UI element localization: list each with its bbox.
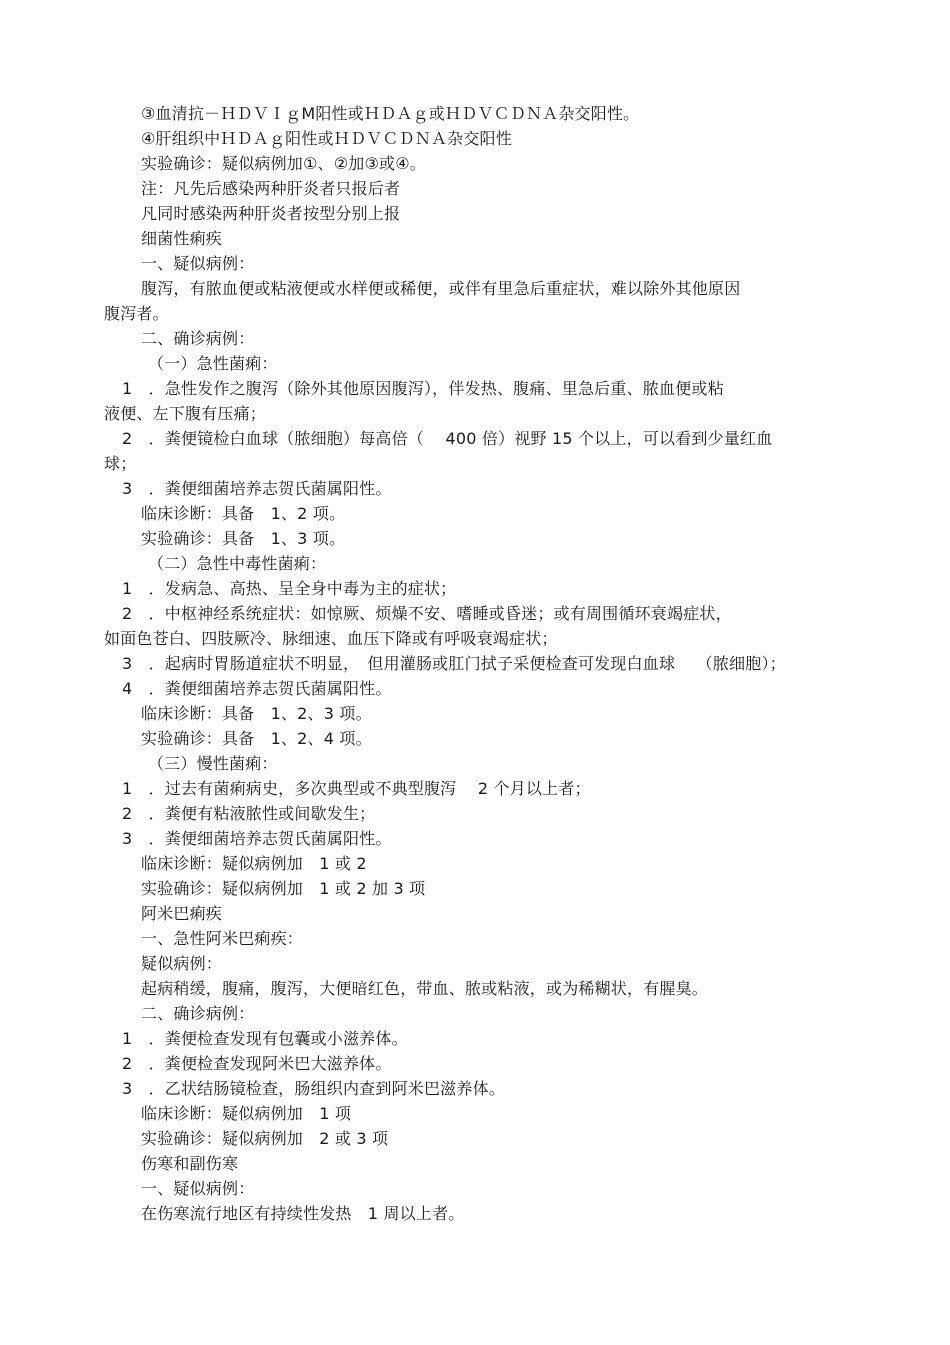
- text-line: 实验确诊：疑似病例加 1 或 2 加 3 项: [141, 879, 426, 898]
- section-heading: 伤寒和副伤寒: [141, 1154, 239, 1173]
- list-item: 2 ．粪便镜检白血球（脓细胞）每高倍（ 400 倍）视野 15 个以上，可以看到少量红血: [122, 429, 773, 448]
- list-item: 3 ．粪便细菌培养志贺氏菌属阳性。: [122, 829, 392, 848]
- text-line: 实验确诊：具备 1、2、4 项。: [141, 729, 372, 748]
- text-line: 液便、左下腹有压痛；: [104, 404, 267, 423]
- subsection-heading: （三）慢性菌痢：: [148, 754, 278, 773]
- section-heading: 细菌性痢疾: [141, 229, 223, 248]
- text-line: ④肝组织中ＨＤＡｇ阳性或ＨＤＶＣＤＮＡ杂交阳性: [141, 129, 512, 148]
- text-line: 球；: [104, 454, 137, 473]
- subsection-heading: 一、疑似病例：: [141, 254, 255, 273]
- text-line: 如面色苍白、四肢厥冷、脉细速、血压下降或有呼吸衰竭症状；: [104, 629, 558, 648]
- text-line: 实验确诊：疑似病例加①、②加③或④。: [141, 154, 426, 173]
- subsection-heading: （一）急性菌痢：: [148, 354, 278, 373]
- text-line: 临床诊断：具备 1、2 项。: [141, 504, 346, 523]
- list-item: 4 ．粪便细菌培养志贺氏菌属阳性。: [122, 679, 392, 698]
- list-item: 1 ．粪便检查发现有包囊或小滋养体。: [122, 1029, 408, 1048]
- subsection-heading: 二、确诊病例：: [141, 1004, 255, 1023]
- text-line: 在伤寒流行地区有持续性发热 1 周以上者。: [141, 1204, 465, 1223]
- subsection-heading: 一、疑似病例：: [141, 1179, 255, 1198]
- text-line: 实验确诊：疑似病例加 2 或 3 项: [141, 1129, 389, 1148]
- text-line: 腹泻者。: [104, 304, 169, 323]
- text-line: 起病稍缓，腹痛，腹泻，大便暗红色，带血、脓或粘液，或为稀糊状，有腥臭。: [141, 979, 709, 998]
- text-line: 临床诊断：具备 1、2、3 项。: [141, 704, 372, 723]
- list-item: 3 ．起病时胃肠道症状不明显， 但用灌肠或肛门拭子采便检查可发现白血球 （脓细胞）；: [122, 654, 786, 673]
- text-line: 实验确诊：具备 1、3 项。: [141, 529, 346, 548]
- text-line: 腹泻，有脓血便或粘液便或水样便或稀便，或伴有里急后重症状，难以除外其他原因: [141, 279, 741, 298]
- list-item: 2 ．粪便检查发现阿米巴大滋养体。: [122, 1054, 392, 1073]
- subsection-heading: 二、确诊病例：: [141, 329, 255, 348]
- text-line: ③血清抗－ＨＤＶＩｇM阳性或ＨＤＡｇ或ＨＤＶＣＤＮＡ杂交阳性。: [141, 104, 640, 123]
- section-heading: 阿米巴痢疾: [141, 904, 223, 923]
- list-item: 3 ．粪便细菌培养志贺氏菌属阳性。: [122, 479, 392, 498]
- text-line: 临床诊断：疑似病例加 1 项: [141, 1104, 352, 1123]
- subsection-heading: 一、急性阿米巴痢疾：: [141, 929, 304, 948]
- text-line: 疑似病例：: [141, 954, 223, 973]
- list-item: 1 ．急性发作之腹泻（除外其他原因腹泻），伴发热、腹痛、里急后重、脓血便或粘: [122, 379, 724, 398]
- list-item: 2 ．中枢神经系统症状：如惊厥、烦燥不安、嗜睡或昏迷；或有周围循环衰竭症状，: [122, 604, 732, 623]
- list-item: 1 ．过去有菌痢病史，多次典型或不典型腹泻 2 个月以上者；: [122, 779, 591, 798]
- list-item: 3 ．乙状结肠镜检查，肠组织内查到阿米巴滋养体。: [122, 1079, 505, 1098]
- text-line: 凡同时感染两种肝炎者按型分别上报: [141, 204, 401, 223]
- subsection-heading: （二）急性中毒性菌痢：: [148, 554, 327, 573]
- text-line: 注：凡先后感染两种肝炎者只报后者: [141, 179, 401, 198]
- text-line: 临床诊断：疑似病例加 1 或 2: [141, 854, 367, 873]
- list-item: 2 ．粪便有粘液脓性或间歇发生；: [122, 804, 376, 823]
- list-item: 1 ．发病急、高热、呈全身中毒为主的症状；: [122, 579, 457, 598]
